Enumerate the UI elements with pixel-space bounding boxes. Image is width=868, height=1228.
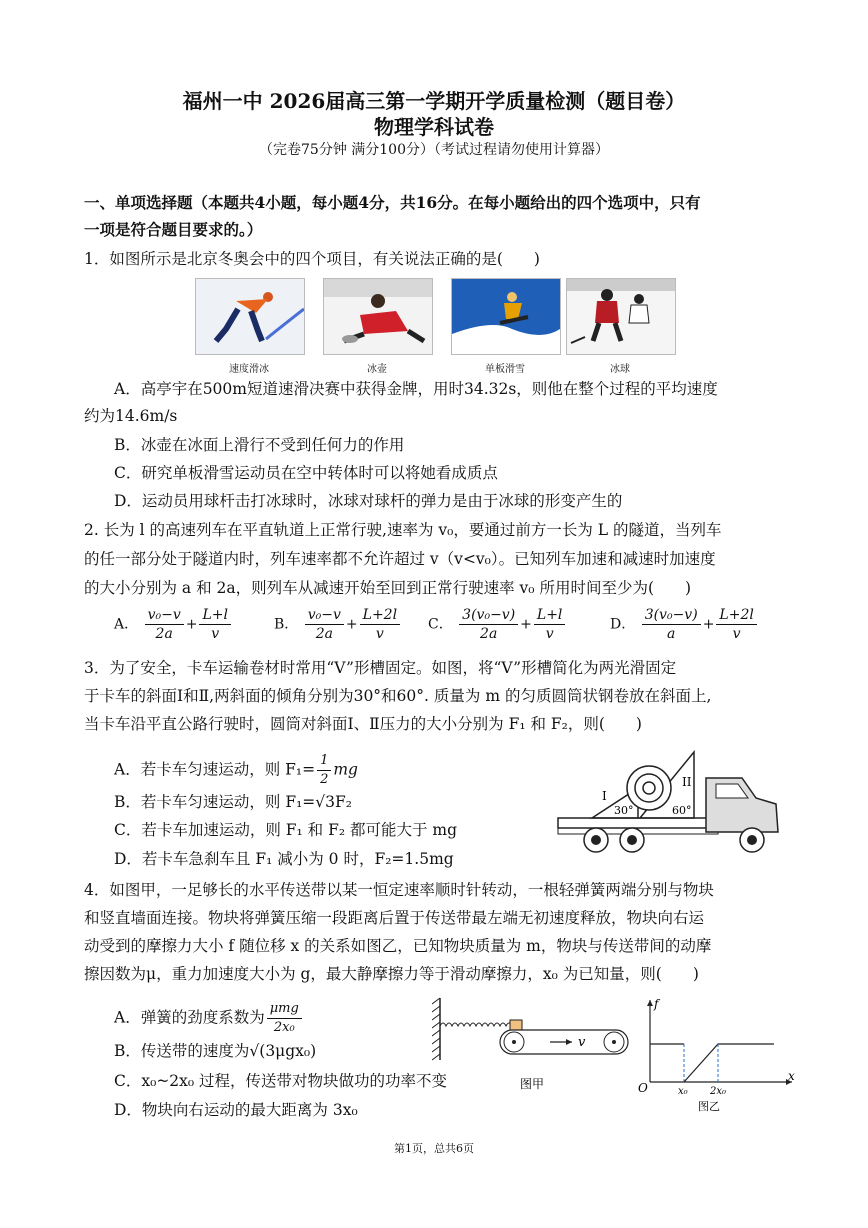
fraction: [716, 606, 756, 643]
q4-option-b: B．传送带的速度为√(3μgx₀): [114, 1042, 317, 1060]
plus-sign: +: [702, 616, 715, 633]
fraction: [199, 606, 231, 643]
denominator: 2a: [480, 626, 498, 642]
spring: [440, 1023, 512, 1026]
denominator: 2a: [155, 626, 173, 642]
x-axis-label: x: [788, 1069, 795, 1083]
2x0-tick-label: 2x₀: [710, 1086, 727, 1097]
denominator: a: [667, 626, 676, 642]
q1-option-c: C．研究单板滑雪运动员在空中转体时可以将她看成质点: [114, 464, 498, 482]
fraction: [534, 606, 566, 643]
fraction: [459, 606, 518, 643]
caption-curling: 冰壶: [367, 364, 387, 375]
denominator: 2: [320, 772, 329, 787]
plus-sign: +: [345, 616, 358, 633]
x0-tick-label: x₀: [678, 1086, 688, 1097]
q4-option-a-text: A．弹簧的劲度系数为: [114, 1008, 265, 1027]
numerator: μmg: [267, 1000, 302, 1019]
denominator: v: [545, 626, 554, 642]
numerator: L+l: [534, 606, 566, 625]
section-heading-cont: 一项是符合题目要求的。）: [84, 220, 263, 239]
numerator: L+2l: [716, 606, 756, 625]
figure-b-caption: 图乙: [698, 1100, 720, 1113]
q4-option-a: [114, 1000, 304, 1037]
fraction: [317, 752, 331, 789]
q2-stem-line3: 的大小分别为 a 和 2a，则列车从减速开始至回到正常行驶速率 v₀ 所用时间至少为( ): [84, 579, 692, 597]
q4-stem-line3: 动受到的摩擦力大小 f 随位移 x 的关系如图乙，已知物块质量为 m，物块与传送带间的动摩: [84, 937, 712, 955]
exam-title: 福州一中 2026届高三第一学期开学质量检测（题目卷）: [182, 89, 686, 113]
q3-option-c: C．若卡车加速运动，则 F₁ 和 F₂ 都可能大于 mg: [114, 821, 458, 839]
q2-option-b-label: B．: [274, 616, 299, 633]
q1-stem: 1．如图所示是北京冬奥会中的四个项目，有关说法正确的是( ): [84, 250, 540, 268]
denominator: v: [211, 626, 220, 642]
q3-option-d: D．若卡车急刹车且 F₁ 减小为 0 时，F₂=1.5mg: [114, 850, 454, 868]
truck-figure: [556, 748, 784, 860]
q1-option-a: A．高亭宇在500m短道速滑决赛中获得金牌，用时34.32s，则他在整个过程的平均速度: [114, 380, 718, 398]
q3-option-a: [114, 752, 358, 789]
figure-a-caption: 图甲: [520, 1077, 545, 1091]
q1-option-b: B．冰壶在冰面上滑行不受到任何力的作用: [114, 436, 405, 454]
numerator: L+2l: [360, 606, 400, 625]
caption-speed-skating: 速度滑冰: [229, 364, 269, 375]
belt-speed-label: v: [578, 1035, 586, 1050]
angle-60-label: 60°: [672, 804, 692, 817]
denominator: v: [375, 626, 384, 642]
fraction: [305, 606, 344, 643]
numerator: v₀−v: [305, 606, 344, 625]
q2-option-d-label: D．: [610, 616, 636, 633]
slope-ii-label: II: [682, 775, 692, 789]
denominator: v: [732, 626, 741, 642]
q2-option-a: [114, 606, 233, 643]
caption-ice-hockey: 冰球: [610, 364, 630, 375]
q4-stem-line4: 擦因数为μ，重力加速度大小为 g，最大静摩擦力等于滑动摩擦力，x₀ 为已知量，则( ): [84, 965, 699, 983]
plus-sign: +: [520, 616, 532, 633]
friction-graph: [632, 996, 800, 1116]
q1-option-a-cont: 约为14.6m/s: [84, 407, 178, 425]
exam-note: （完卷75分钟 满分100分）（考试过程请勿使用计算器）: [259, 142, 609, 158]
numerator: 1: [317, 752, 331, 771]
conveyor-figure: [432, 996, 632, 1096]
caption-snowboard: 单板滑雪: [485, 364, 525, 375]
q4-stem-line1: 4．如图甲，一足够长的水平传送带以某一恒定速率顺时针转动，一根轻弹簧两端分别与物块: [84, 881, 714, 899]
ice-hockey-image: [566, 278, 676, 355]
angle-30-label: 30°: [614, 804, 634, 817]
section-heading: 一、单项选择题（本题共4小题，每小题4分，共16分。在每小题给出的四个选项中，只有: [84, 193, 701, 212]
slope-i-label: I: [602, 789, 607, 803]
speed-skating-image: [195, 278, 305, 355]
snowboard-image: [451, 278, 561, 355]
fraction: [267, 1000, 302, 1037]
q2-option-d: [610, 606, 759, 643]
q2-option-a-label: A．: [114, 616, 139, 633]
numerator: 3(v₀−v): [642, 606, 701, 625]
fraction: [360, 606, 400, 643]
numerator: 3(v₀−v): [459, 606, 518, 625]
q3-option-b: B．若卡车匀速运动，则 F₁=√3F₂: [114, 793, 352, 811]
q4-option-d: D．物块向右运动的最大距离为 3x₀: [114, 1101, 358, 1119]
friction-segment-2: [684, 1044, 774, 1082]
origin-label: O: [638, 1081, 648, 1095]
page-footer: 第1页，总共6页: [394, 1142, 474, 1155]
q2-stem-line1: 2. 长为 l 的高速列车在平直轨道上正常行驶,速率为 v₀，要通过前方一长为 L 的隧道，当列车: [84, 521, 722, 539]
q2-option-b: [274, 606, 402, 643]
f-axis-label: f: [654, 997, 659, 1011]
curling-image: [323, 278, 433, 355]
q4-option-c: C．x₀~2x₀ 过程，传送带对物块做功的功率不变: [114, 1072, 448, 1090]
q3-stem-line3: 当卡车沿平直公路行驶时，圆筒对斜面Ⅰ、Ⅱ压力的大小分别为 F₁ 和 F₂，则( ): [84, 715, 642, 733]
numerator: L+l: [199, 606, 231, 625]
q3-stem-line2: 于卡车的斜面Ⅰ和Ⅱ,两斜面的倾角分别为30°和60°. 质量为 m 的匀质圆筒状钢卷放在斜面上,: [84, 687, 712, 705]
fraction: [642, 606, 701, 643]
q3-stem-line1: 3．为了安全，卡车运输卷材时常用“V”形槽固定。如图，将“V”形槽简化为两光滑固定: [84, 659, 677, 677]
denominator: 2a: [315, 626, 333, 642]
q2-stem-line2: 的任一部分处于隧道内时，列车速率都不允许超过 v（v<v₀）。已知列车加速和减速时加速度: [84, 550, 716, 568]
numerator: v₀−v: [145, 606, 184, 625]
denominator: 2x₀: [273, 1020, 295, 1035]
block: [510, 1020, 522, 1030]
fraction: [145, 606, 184, 643]
q4-stem-line2: 和竖直墙面连接。物块将弹簧压缩一段距离后置于传送带最左端无初速度释放，物块向右运: [84, 909, 705, 927]
steel-coil: [627, 766, 671, 810]
q3-option-a-text: A．若卡车匀速运动，则 F₁=: [114, 760, 316, 779]
q3-option-a-unit: mg: [333, 760, 358, 779]
plus-sign: +: [185, 616, 198, 633]
q2-option-c-label: C．: [428, 616, 453, 633]
q2-option-c: [428, 606, 567, 643]
q1-option-d: D．运动员用球杆击打冰球时，冰球对球杆的弹力是由于冰球的形变产生的: [114, 492, 623, 510]
exam-subject: 物理学科试卷: [374, 115, 494, 139]
